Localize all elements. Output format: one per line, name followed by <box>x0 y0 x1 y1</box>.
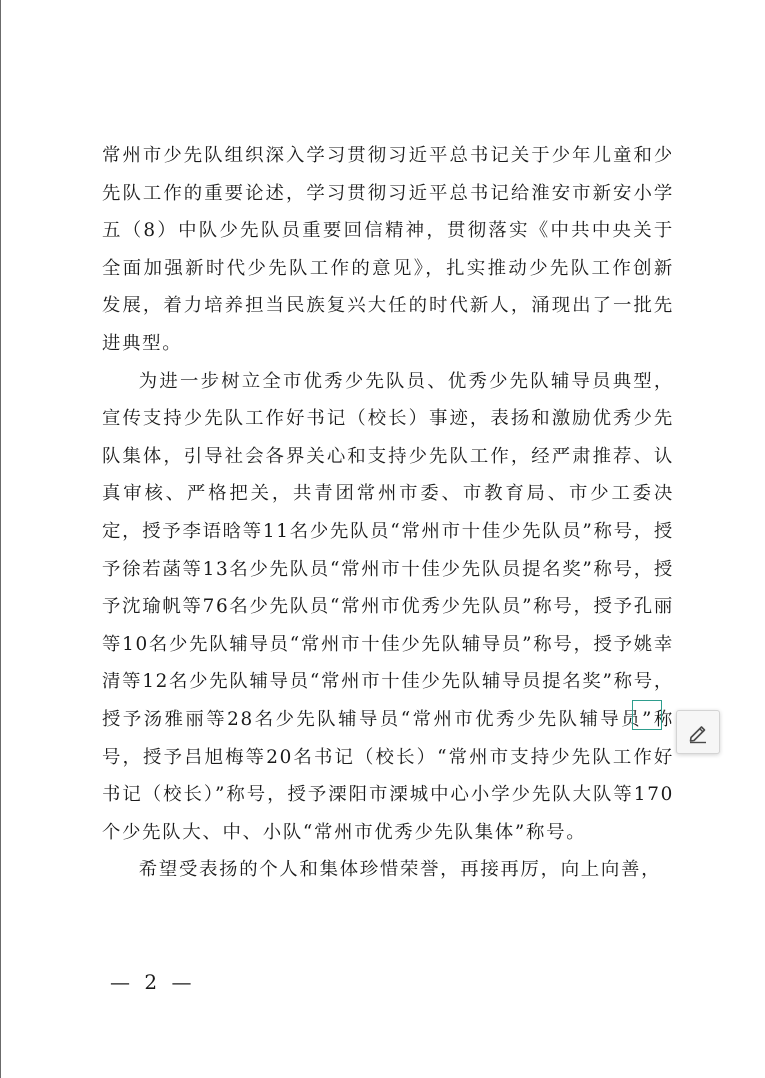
paragraph-1: 常州市少先队组织深入学习贯彻习近平总书记关于少年儿童和少先队工作的重要论述，学习贯彻习近平总书记给淮安市新安小学五（8）中队少先队员重要回信精神，贯彻落实《中共中央关于全面加强新时代少先队工作的意见》，扎实推动少先队工作创新发展，着力培养担当民族复兴大任的时代新人，涌现出了一批先进典型。 <box>102 145 674 354</box>
document-body <box>102 137 674 889</box>
paragraph-2: 为进一步树立全市优秀少先队员、优秀少先队辅导员典型，宣传支持少先队工作好书记（校长）事迹，表扬和激励优秀少先队集体，引导社会各界关心和支持少先队工作，经严肃推荐、认真审核、严格把关，共青团常州市委、市教育局、市少工委决定，授予李语晗等11名少先队员“常州市十佳少先队员”称号，授予徐若菡等13名少先队员“常州市十佳少先队员提名奖”称号，授予沈瑜帆等76名少先队员“常州市优秀少先队员”称号，授予孔丽等10名少先队辅导员“常州市十佳少先队辅导员”称号，授予姚幸清等12名少先队辅导员“常州市十佳少先队辅导员提名奖”称号，授予汤雅丽等28名少先队辅导员“常州市优秀少先队辅导员”称号，授予吕旭梅等20名书记（校长）“常州市支持少先队工作好书记（校长）”称号，授予溧阳市溧城中心小学少先队大队等170个少先队大、中、小队“常州市优秀少先队集体”称号。 <box>102 370 674 843</box>
text-selection-box[interactable] <box>632 700 662 730</box>
page-left-border <box>0 0 1 1078</box>
page-number: — 2 — <box>110 970 196 994</box>
paragraph-3: 希望受表扬的个人和集体珍惜荣誉，再接再厉，向上向善， <box>138 859 662 881</box>
pencil-icon <box>686 720 710 744</box>
edit-button[interactable] <box>676 710 720 754</box>
